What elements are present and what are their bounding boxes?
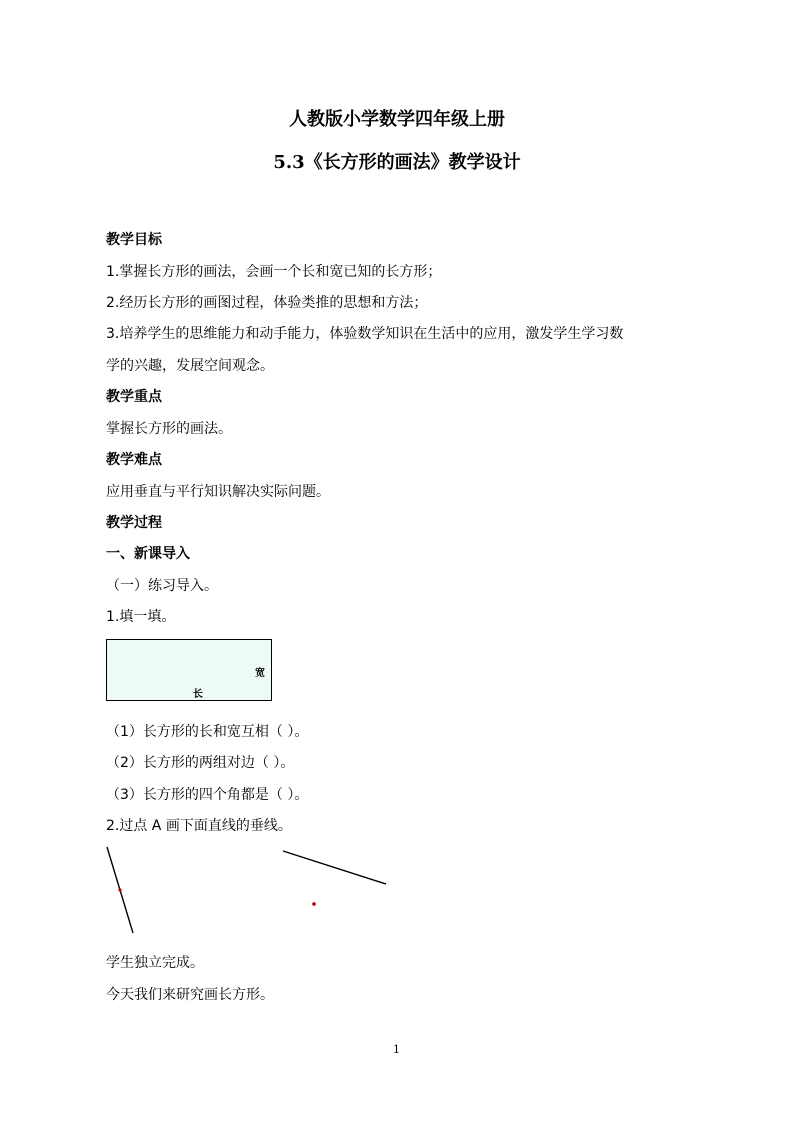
fill-blank-item: （3）长方形的四个角都是（ ）。 [106, 787, 309, 803]
line-segment-right [283, 851, 386, 884]
document-title: 人教版小学数学四年级上册 [289, 109, 505, 130]
length-label: 长 [193, 689, 203, 700]
key-point-heading: 教学重点 [106, 389, 162, 405]
width-label: 宽 [255, 668, 265, 679]
objective-item: 学的兴趣，发展空间观念。 [106, 358, 274, 374]
process-heading: 教学过程 [106, 515, 162, 531]
objective-item: 3.培养学生的思维能力和动手能力，体验数学知识在生活中的应用，激发学生学习数 [106, 326, 624, 342]
objective-item: 1.掌握长方形的画法，会画一个长和宽已知的长方形； [106, 264, 442, 280]
document-subtitle: 5.3《长方形的画法》教学设计 [273, 152, 521, 173]
objectives-heading: 教学目标 [106, 232, 162, 248]
task-perpendicular: 2.过点 A 画下面直线的垂线。 [106, 818, 292, 834]
difficulty-heading: 教学难点 [106, 452, 162, 468]
fill-blank-item: （2）长方形的两组对边（ ）。 [106, 755, 295, 771]
fill-blank-item: （1）长方形的长和宽互相（ ）。 [106, 724, 309, 740]
note-intro: 今天我们来研究画长方形。 [106, 987, 274, 1003]
note-independent: 学生独立完成。 [106, 955, 204, 971]
key-point-text: 掌握长方形的画法。 [106, 421, 232, 437]
task-fill-in: 1.填一填。 [106, 609, 176, 625]
section-heading: 一、新课导入 [106, 546, 190, 562]
difficulty-text: 应用垂直与平行知识解决实际问题。 [106, 484, 330, 500]
page-number: 1 [393, 1043, 400, 1056]
objective-item: 2.经历长方形的画图过程，体验类推的思想和方法； [106, 295, 428, 311]
subsection-heading: （一）练习导入。 [106, 578, 218, 594]
point-a-left [118, 888, 121, 891]
point-a-right [312, 902, 316, 906]
